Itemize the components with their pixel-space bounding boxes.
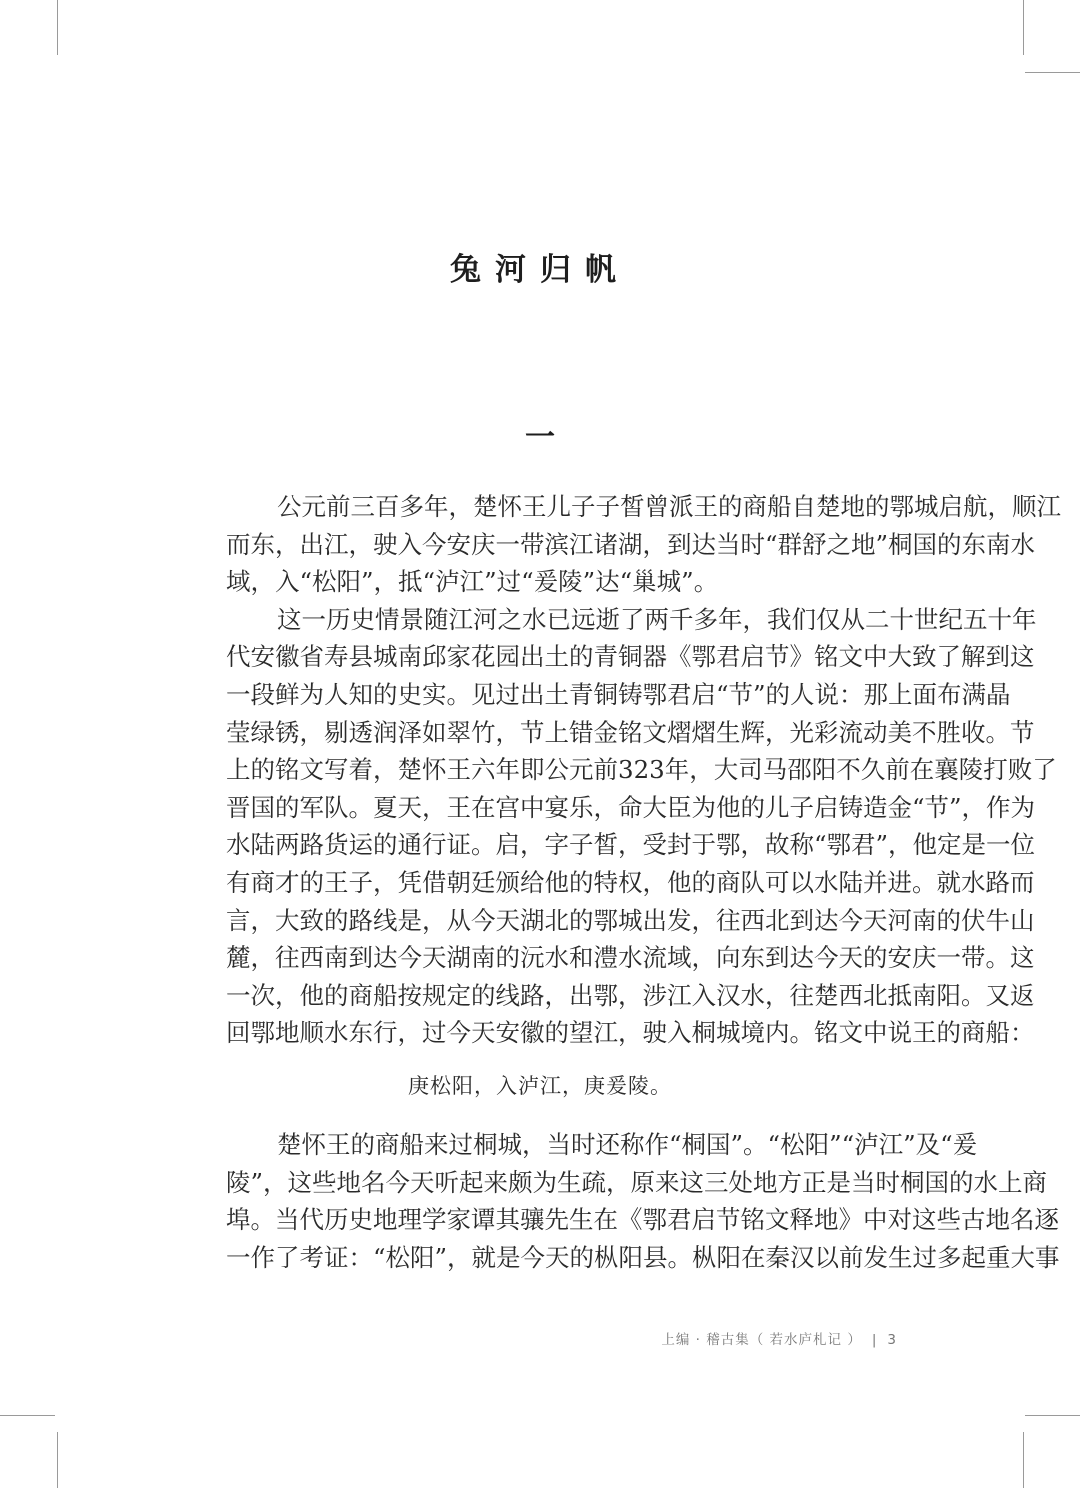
text-line: 公元前三百多年，楚怀王儿子子皙曾派王的商船自楚地的鄂城启航，顺江: [277, 492, 1061, 521]
crop-mark: [0, 1415, 55, 1416]
crop-mark: [1023, 0, 1024, 55]
crop-mark: [57, 0, 58, 55]
body-text: [226, 488, 1061, 1052]
text-line: 一次，他的商船按规定的线路，出鄂，涉江入汉水，往楚西北抵南阳。又返: [226, 980, 1035, 1010]
body-text: [226, 1126, 1060, 1276]
text-line: 陵”，这些地名今天听起来颇为生疏，原来这三处地方正是当时桐国的水上商: [226, 1167, 1048, 1197]
text-line: 埠。当代历史地理学家谭其骧先生在《鄂君启节铭文释地》中对这些古地名逐: [226, 1205, 1059, 1235]
text-line: 回鄂地顺水东行，过今天安徽的望江，驶入桐城境内。铭文中说王的商船：: [226, 1018, 1035, 1048]
text-line: 有商才的王子，凭借朝廷颁给他的特权，他的商队可以水陆并进。就水路而: [226, 867, 1035, 897]
text-line: 一段鲜为人知的史实。见过出土青铜铸鄂君启“节”的人说：那上面布满晶: [226, 679, 1011, 709]
text-line: 莹绿锈，剔透润泽如翠竹，节上错金铭文熠熠生辉，光彩流动美不胜收。节: [226, 717, 1035, 747]
page-number: 3: [887, 1332, 897, 1348]
text-line: 水陆两路货运的通行证。启，字子皙，受封于鄂，故称“鄂君”，他定是一位: [226, 830, 1036, 860]
text-line: 这一历史情景随江河之水已远逝了两千多年，我们仅从二十世纪五十年: [277, 604, 1037, 634]
crop-mark: [57, 1432, 58, 1488]
running-head: 上编 · 稽古集（ 若水庐札记 ）: [661, 1332, 862, 1348]
quotation: 庚松阳，入泸江，庚爰陵。: [408, 1074, 672, 1098]
text-line: 域，入“松阳”，抵“泸江”过“爰陵”达“巢城”。: [226, 567, 719, 597]
text-line: 言，大致的路线是，从今天湖北的鄂城出发，往西北到达今天河南的伏牛山: [226, 905, 1035, 935]
text-line: 上的铭文写着，楚怀王六年即公元前323年，大司马邵阳不久前在襄陵打败了: [226, 755, 1057, 785]
crop-mark: [1023, 1432, 1024, 1488]
crop-mark: [1025, 1415, 1080, 1416]
crop-mark: [1025, 72, 1080, 73]
text-line: 麓，往西南到达今天湖南的沅水和澧水流域，向东到达今天的安庆一带。这: [226, 943, 1035, 973]
text-line: 晋国的军队。夏天，王在宫中宴乐，命大臣为他的儿子启铸造金“节”，作为: [226, 792, 1036, 822]
text-line: 代安徽省寿县城南邱家花园出土的青铜器《鄂君启节》铭文中大致了解到这: [226, 642, 1035, 672]
text-line: 而东，出江，驶入今安庆一带滨江诸湖，到达当时“群舒之地”桐国的东南水: [226, 529, 1036, 559]
chapter-title: 兔河归帆: [450, 252, 630, 288]
text-line: 楚怀王的商船来过桐城，当时还称作“桐国”。“松阳”“泸江”及“爰: [277, 1130, 978, 1159]
separator: |: [871, 1332, 878, 1348]
section-number: 一: [525, 420, 555, 455]
text-line: 一作了考证：“松阳”，就是今天的枞阳县。枞阳在秦汉以前发生过多起重大事: [226, 1242, 1060, 1272]
running-footer: [661, 1328, 897, 1348]
